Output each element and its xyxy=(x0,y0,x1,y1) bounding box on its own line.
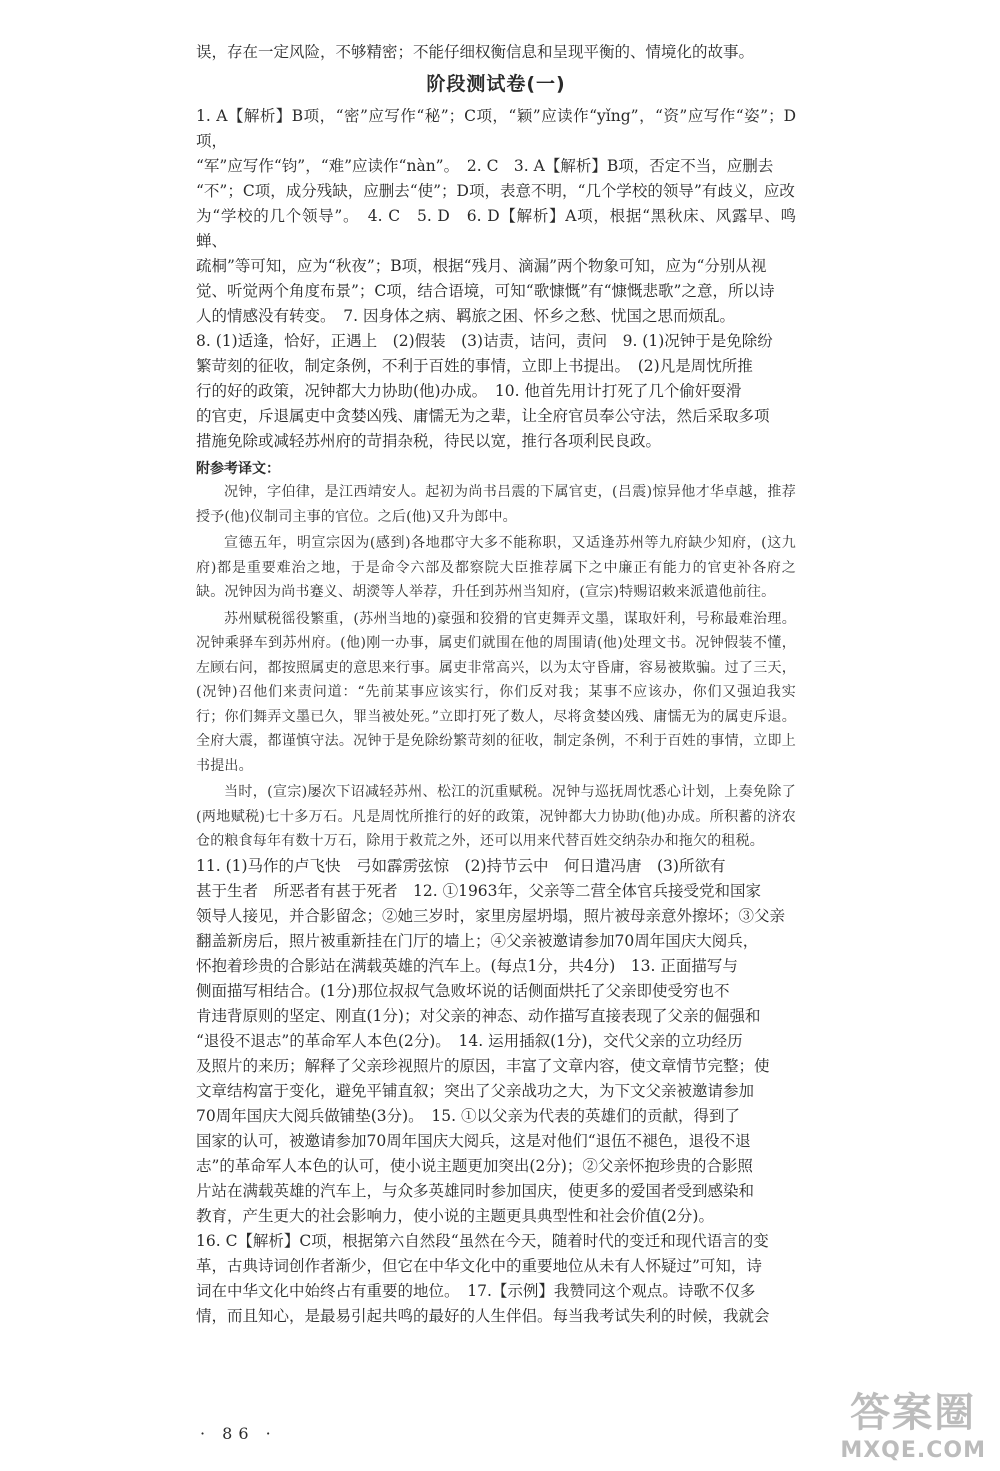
answer-line: 疏桐”等可知，应为“秋夜”；B项，根据“残月、滴漏”两个物象可知，应为“分别从视 xyxy=(196,257,767,275)
page-number: · 86 · xyxy=(200,1424,277,1443)
section-title: 阶段测试卷(一) xyxy=(426,73,566,95)
answers-block-1 xyxy=(196,104,796,454)
translation-block xyxy=(196,480,796,854)
answer-line: 教育，产生更大的社会影响力，使小说的主题更具典型性和社会价值(2分)。 xyxy=(196,1206,714,1225)
answer-line: 1. A【解析】B项，“密”应写作“秘”；C项，“颖”应读作“yǐng”，“资”应写作“姿”；D项， xyxy=(196,107,796,150)
answer-line: 志”的革命军人本色的认可，使小说主题更加突出(2分)；②父亲怀抱珍贵的合影照 xyxy=(196,1156,753,1175)
answers-block-2 xyxy=(196,854,796,1329)
answer-page xyxy=(196,40,796,1329)
translation-paragraph: 况钟，字伯律，是江西靖安人。起初为尚书吕震的下属官吏，(吕震)惊异他才华卓越，推荐授予(他)仪制司主事的官位。之后(他)又升为郎中。 xyxy=(196,484,796,525)
answer-line: “不”；C项，成分残缺，应删去“使”；D项，表意不明，“几个学校的领导”有歧义，应改 xyxy=(196,182,795,200)
answer-line: 领导人接见，并合影留念；②她三岁时，家里房屋坍塌，照片被母亲意外擦坏；③父亲 xyxy=(196,906,786,925)
answer-line: 片站在满载英雄的汽车上，与众多英雄同时参加国庆，使更多的爱国者受到感染和 xyxy=(196,1181,755,1200)
answer-line: 文章结构富于变化，避免平铺直叙；突出了父亲战功之大，为下文父亲被邀请参加 xyxy=(196,1081,755,1100)
translation-paragraph: 苏州赋税徭役繁重，(苏州当地的)豪强和狡猾的官吏舞弄文墨，谋取奸利，号称最难治理。况钟乘驿车到苏州府。(他)刚一办事，属吏们就围在他的周围请(他)处理文书。况钟假装不懂，左顾右问，都按照属吏的意思来行事。属吏非常高兴，以为太守昏庸，容易被欺骗。过了三天，(况钟)召他们来责问道：“先前某事应该实行，你们反对我；某事不应该办，你们又强迫我实行；你们舞弄文墨已久，罪当被处死。”立即打死了数人，尽将贪婪凶残、庸懦无为的属吏斥退。全府大震，都谨慎守法。况钟于是免除纷繁苛刻的征收，制定条例，不利于百姓的事情，立即上书提出。 xyxy=(196,610,796,774)
answer-line: 为“学校的几个领导”。 4. C 5. D 6. D【解析】A项，根据“黑秋床、风露早、鸣蝉、 xyxy=(196,207,796,250)
answer-line: 怀抱着珍贵的合影站在满载英雄的汽车上。(每点1分，共4分) 13. 正面描写与 xyxy=(196,956,738,975)
translation-paragraph: 宣德五年，明宣宗因为(感到)各地郡守大多不能称职，又适逢苏州等九府缺少知府，(这九府)都是重要难治之地，于是命令六部及都察院大臣推荐属下之中廉正有能力的官吏补各府之缺。况钟因为尚书蹇义、胡濙等人举荐，升任到苏州当知府，(宣宗)特赐诏敕来派遣他前往。 xyxy=(196,535,796,600)
answer-line: “退役不退志”的革命军人本色(2分)。 14. 运用插叙(1分)，交代父亲的立功经历 xyxy=(196,1031,743,1050)
answer-line: 16. C【解析】C项，根据第六自然段“虽然在今天，随着时代的变迁和现代语言的变 xyxy=(196,1231,769,1250)
translation-label: 附参考译文： xyxy=(196,461,280,477)
answer-line: 行的好的政策，况钟都大力协助(他)办成。 10. 他首先用计打死了几个偷奸耍滑 xyxy=(196,382,742,400)
answer-line: 措施免除或减轻苏州府的苛捐杂税，待民以宽，推行各项利民良政。 xyxy=(196,432,662,450)
top-line: 误，存在一定风险，不够精密；不能仔细权衡信息和呈现平衡的、情境化的故事。 xyxy=(196,43,755,61)
answer-line: 翻盖新房后，照片被重新挂在门厅的墙上；④父亲被邀请参加70周年国庆大阅兵， xyxy=(196,931,759,950)
answer-line: 人的情感没有转变。 7. 因身体之病、羁旅之困、怀乡之愁、忧国之思而烦乱。 xyxy=(196,307,735,325)
answer-line: 革，古典诗词创作者渐少，但它在中华文化中的重要地位从未有人怀疑过”可知，诗 xyxy=(196,1256,762,1275)
translation-paragraph: 当时，(宣宗)屡次下诏减轻苏州、松江的沉重赋税。况钟与巡抚周忱悉心计划，上奏免除了(两地赋税)七十多万石。凡是周忱所推行的好的政策，况钟都大力协助(他)办成。所积蓄的济农仓的粮食每年有数十万石，除用于救荒之外，还可以用来代替百姓交纳杂办和拖欠的租税。 xyxy=(196,784,796,849)
watermark-url: MXQE.COM xyxy=(840,1438,986,1463)
answer-line: 国家的认可，被邀请参加70周年国庆大阅兵，这是对他们“退伍不褪色，退役不退 xyxy=(196,1131,751,1150)
answer-line: 繁苛刻的征收，制定条例，不利于百姓的事情，立即上书提出。 (2)凡是周忱所推 xyxy=(196,357,753,375)
answer-line: 觉、听觉两个角度布景”；C项，结合语境，可知“歌慷慨”有“慷慨悲歌”之意，所以诗 xyxy=(196,282,775,300)
answer-line: 11. (1)马作的卢飞快 弓如霹雳弦惊 (2)持节云中 何日遣冯唐 (3)所欲有 xyxy=(196,856,726,875)
answer-line: “军”应写作“钧”，“难”应读作“nàn”。 2. C 3. A【解析】B项，否定不当，应删去 xyxy=(196,157,774,175)
answer-line: 情，而且知心，是最易引起共鸣的最好的人生伴侣。每当我考试失利的时候，我就会 xyxy=(196,1306,770,1325)
answer-line: 8. (1)适逢，恰好，正遇上 (2)假装 (3)诘责，诘问，责问 9. (1)况钟于是免除纷 xyxy=(196,332,773,350)
watermark-logo xyxy=(840,1381,986,1463)
answer-line: 侧面描写相结合。(1分)那位叔叔气急败坏说的话侧面烘托了父亲即使受穷也不 xyxy=(196,981,730,1000)
answer-line: 词在中华文化中始终占有重要的地位。 17.【示例】我赞同这个观点。诗歌不仅多 xyxy=(196,1281,756,1300)
answer-line: 甚于生者 所恶者有甚于死者 12. ①1963年，父亲等二营全体官兵接受党和国家 xyxy=(196,881,762,900)
watermark-logo-text: 答案圈 xyxy=(850,1390,977,1436)
answer-line: 的官吏，斥退属吏中贪婪凶残、庸懦无为之辈，让全府官员奉公守法，然后采取多项 xyxy=(196,407,770,425)
answer-line: 及照片的来历；解释了父亲珍视照片的原因，丰富了文章内容，使文章情节完整；使 xyxy=(196,1056,770,1075)
answer-line: 肯违背原则的坚定、刚直(1分)；对父亲的神态、动作描写直接表现了父亲的倔强和 xyxy=(196,1006,761,1025)
answer-line: 70周年国庆大阅兵做铺垫(3分)。 15. ①以父亲为代表的英雄们的贡献，得到了 xyxy=(196,1106,741,1125)
